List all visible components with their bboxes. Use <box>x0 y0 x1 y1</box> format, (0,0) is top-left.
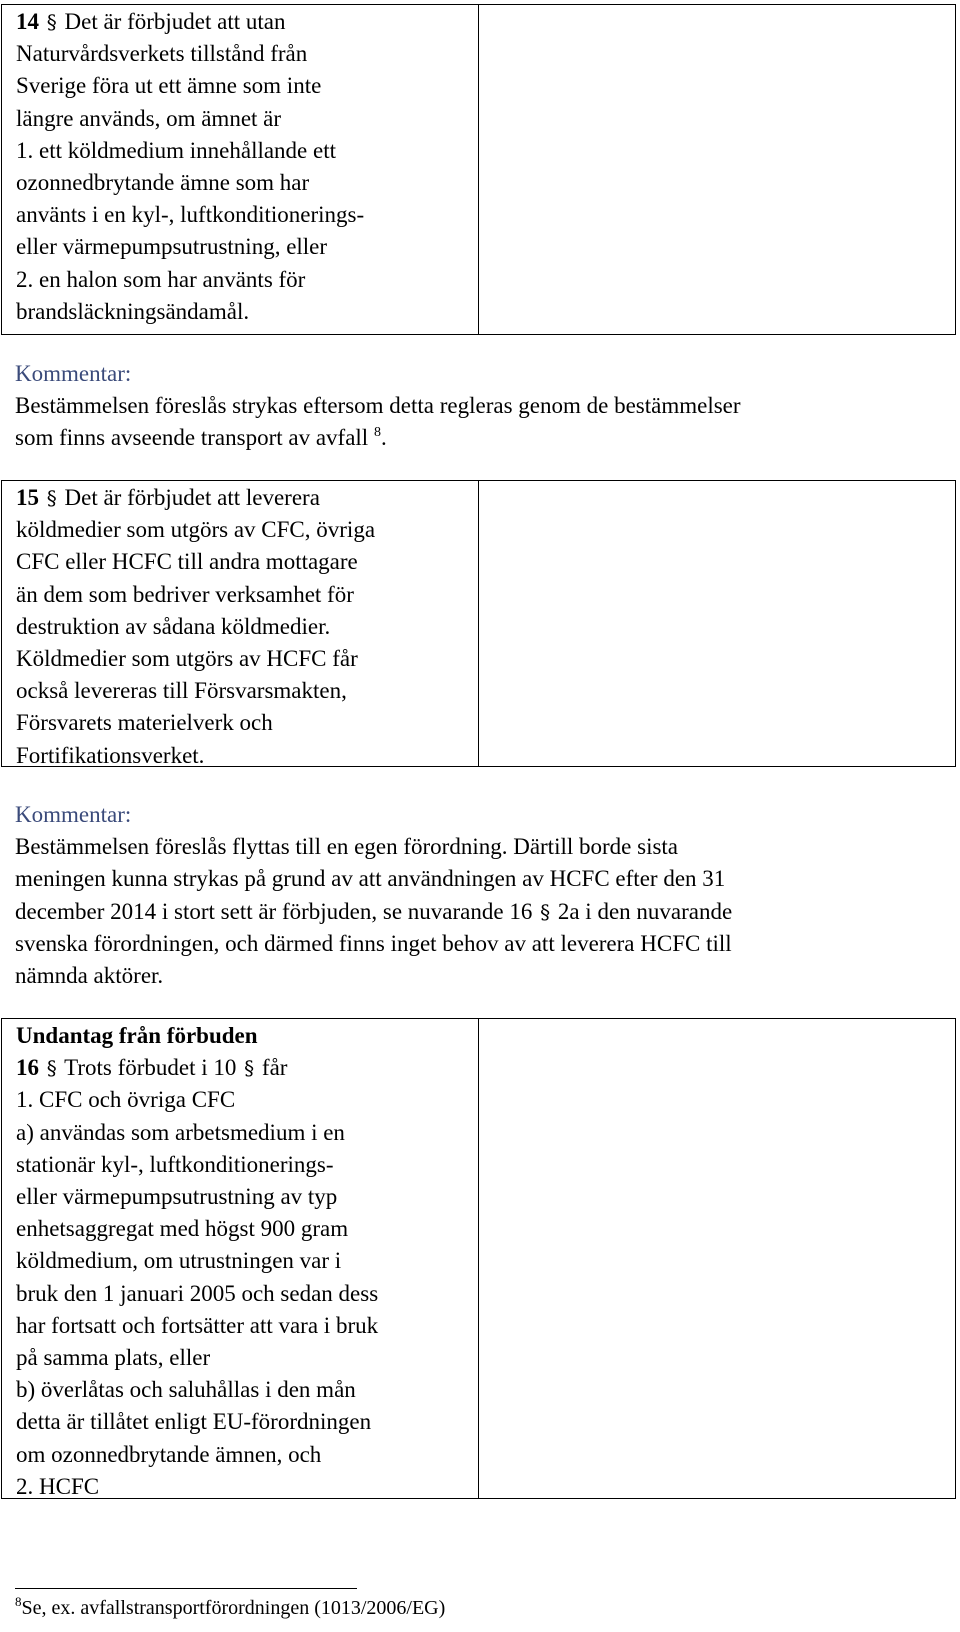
provision-table-16 <box>1 1018 956 1499</box>
provision-line: ozonnedbrytande ämne som har <box>16 170 310 196</box>
comment-line: Bestämmelsen föreslås strykas eftersom detta regleras genom de bestämmelser <box>15 393 741 419</box>
section-sign: § <box>46 10 57 34</box>
comment-line: meningen kunna strykas på grund av att användningen av HCFC efter den 31 <box>15 866 726 892</box>
comment-line <box>15 422 945 454</box>
footnote-text: Se, ex. avfallstransportförordningen (1013/2006/EG) <box>21 1597 446 1619</box>
section-heading: Undantag från förbuden <box>16 1023 258 1048</box>
provision-line: köldmedium, om utrustningen var i <box>16 1248 342 1274</box>
provision-text: Trots förbudet i 10 <box>64 1055 237 1081</box>
provision-line: köldmedier som utgörs av CFC, övriga <box>16 517 376 543</box>
provision-line: bruk den 1 januari 2005 och sedan dess <box>16 1280 379 1306</box>
section-sign: § <box>46 486 57 510</box>
provision-line: enhetsaggregat med högst 900 gram <box>16 1216 349 1242</box>
comment-block-1 <box>15 358 945 455</box>
provision-line: detta är tillåtet enligt EU-förordningen <box>16 1409 372 1435</box>
provision-line: har fortsatt och fortsätter att vara i bruk <box>16 1312 379 1338</box>
provision-line: a) användas som arbetsmedium i en <box>16 1119 345 1145</box>
empty-comment-cell <box>479 5 955 334</box>
provision-table-15 <box>1 480 956 767</box>
empty-comment-cell <box>479 481 955 766</box>
section-number: 16 <box>16 1055 39 1081</box>
footnote-reference[interactable]: 8 <box>373 425 381 441</box>
provision-line: på samma plats, eller <box>16 1345 211 1371</box>
provision-line: stationär kyl-, luftkonditionerings- <box>16 1151 334 1177</box>
provision-line: Naturvårdsverkets tillstånd från <box>16 41 308 67</box>
comment-text: december 2014 i stort sett är förbjuden, se nuvarande 16 <box>15 898 533 924</box>
comment-line: Bestämmelsen föreslås flyttas till en egen förordning. Därtill borde sista <box>15 834 679 860</box>
provision-text: får <box>261 1055 288 1081</box>
provision-line: längre används, om ämnet är <box>16 105 282 131</box>
provision-line: Det är förbjudet att leverera <box>64 485 320 510</box>
provision-line: Det är förbjudet att utan <box>64 9 286 34</box>
provision-table-14 <box>1 4 956 335</box>
section-sign: § <box>244 1056 255 1081</box>
footnote-separator <box>15 1588 357 1589</box>
provision-line: använts i en kyl-, luftkonditionerings- <box>16 202 365 228</box>
provision-line: Fortifikationsverket. <box>16 742 205 768</box>
provision-line: 1. CFC och övriga CFC <box>16 1087 236 1113</box>
provision-text-cell <box>2 481 479 766</box>
provision-line: Försvarets materielverk och <box>16 710 273 736</box>
footnote <box>15 1594 445 1622</box>
provision-line: brandsläckningsändamål. <box>16 298 250 324</box>
provision-line: 2. HCFC <box>16 1473 100 1499</box>
provision-first-line <box>16 1052 464 1084</box>
footnote-number: 8 <box>15 1594 22 1609</box>
provision-line: b) överlåtas och saluhållas i den mån <box>16 1377 356 1403</box>
provision-line: 2. en halon som har använts för <box>16 266 306 292</box>
section-number: 15 <box>16 485 39 510</box>
provision-line: eller värmepumpsutrustning, eller <box>16 234 328 260</box>
provision-line: 1. ett köldmedium innehållande ett <box>16 137 337 163</box>
comment-text: 2a i den nuvarande <box>557 898 733 924</box>
provision-line: eller värmepumpsutrustning av typ <box>16 1184 338 1210</box>
section-number: 14 <box>16 9 39 34</box>
comment-period: . <box>380 425 387 451</box>
provision-first-line <box>16 482 464 514</box>
provision-line: än dem som bedriver verksamhet för <box>16 581 354 607</box>
section-sign: § <box>46 1056 57 1081</box>
provision-line: Sverige föra ut ett ämne som inte <box>16 73 322 99</box>
provision-line: destruktion av sådana köldmedier. <box>16 613 331 639</box>
provision-line: Köldmedier som utgörs av HCFC får <box>16 646 358 672</box>
provision-line: CFC eller HCFC till andra mottagare <box>16 549 358 575</box>
comment-label: Kommentar: <box>15 802 132 827</box>
comment-label: Kommentar: <box>15 361 132 386</box>
comment-block-2 <box>15 799 945 992</box>
comment-line: svenska förordningen, och därmed finns inget behov av att leverera HCFC till <box>15 930 732 956</box>
provision-text-cell <box>2 5 479 334</box>
comment-line <box>15 896 945 928</box>
empty-comment-cell <box>479 1019 955 1498</box>
provision-line: också levereras till Försvarsmakten, <box>16 678 347 704</box>
provision-text-cell <box>2 1019 479 1498</box>
comment-line: nämnda aktörer. <box>15 963 164 989</box>
provision-first-line <box>16 6 464 38</box>
section-sign: § <box>540 899 551 924</box>
comment-text: som finns avseende transport av avfall <box>15 425 369 451</box>
provision-line: om ozonnedbrytande ämnen, och <box>16 1441 322 1467</box>
